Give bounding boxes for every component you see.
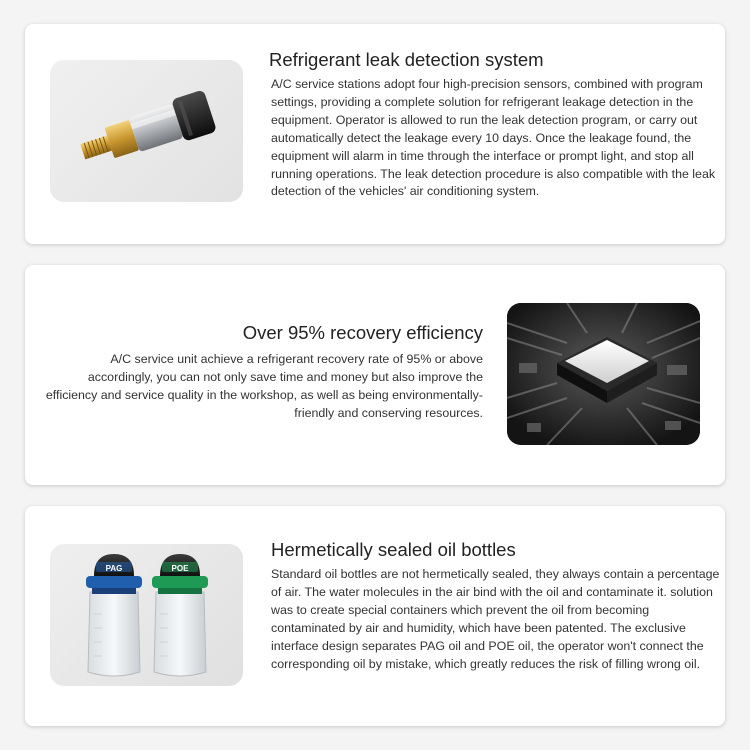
pag-bottle-label: PAG <box>105 564 123 573</box>
section-body: A/C service stations adopt four high-precision sensors, combined with program settings, providing a complete solution for refrigerant leakage detection in the equipment. Operator is allowed to run the leak detection program, or carry out automatically detect the leakage every 10 days. Once the leakage found, the equipment will alarm in time through the interface or prompt light, and stop all running operations. The leak detection procedure is also compatible with the leak detection of the vehicles' air conditioning system. <box>271 77 716 199</box>
oil-bottles-image <box>50 544 243 686</box>
section-title: Hermetically sealed oil bottles <box>271 539 516 560</box>
section-title: Over 95% recovery efficiency <box>242 322 483 343</box>
feature-card-oil-bottles <box>25 506 725 726</box>
feature-card-recovery-efficiency <box>25 265 725 485</box>
section-title: Refrigerant leak detection system <box>269 49 544 70</box>
section-body: A/C service unit achieve a refrigerant recovery rate of 95% or above accordingly, you can not only save time and money but also improve the efficiency and service quality in the workshop, as well as being environmentally-friendly and conserving resources. <box>45 352 483 420</box>
circuit-chip-image <box>507 303 700 445</box>
section-body: Standard oil bottles are not hermetically sealed, they always contain a percentage of air. The water molecules in the air bind with the oil and contaminate it. solution was to create special containers which prevent the oil from becoming contaminated by air and humidity, which have been patented. The exclusive interface design separates PAG oil and POE oil, the operator won't connect the corresponding oil by mistake, which greatly reduces the risk of filling wrong oil. <box>271 567 720 671</box>
pressure-sensor-image <box>50 60 243 202</box>
poe-bottle-label: POE <box>171 564 189 573</box>
feature-card-leak-detection <box>25 24 725 244</box>
